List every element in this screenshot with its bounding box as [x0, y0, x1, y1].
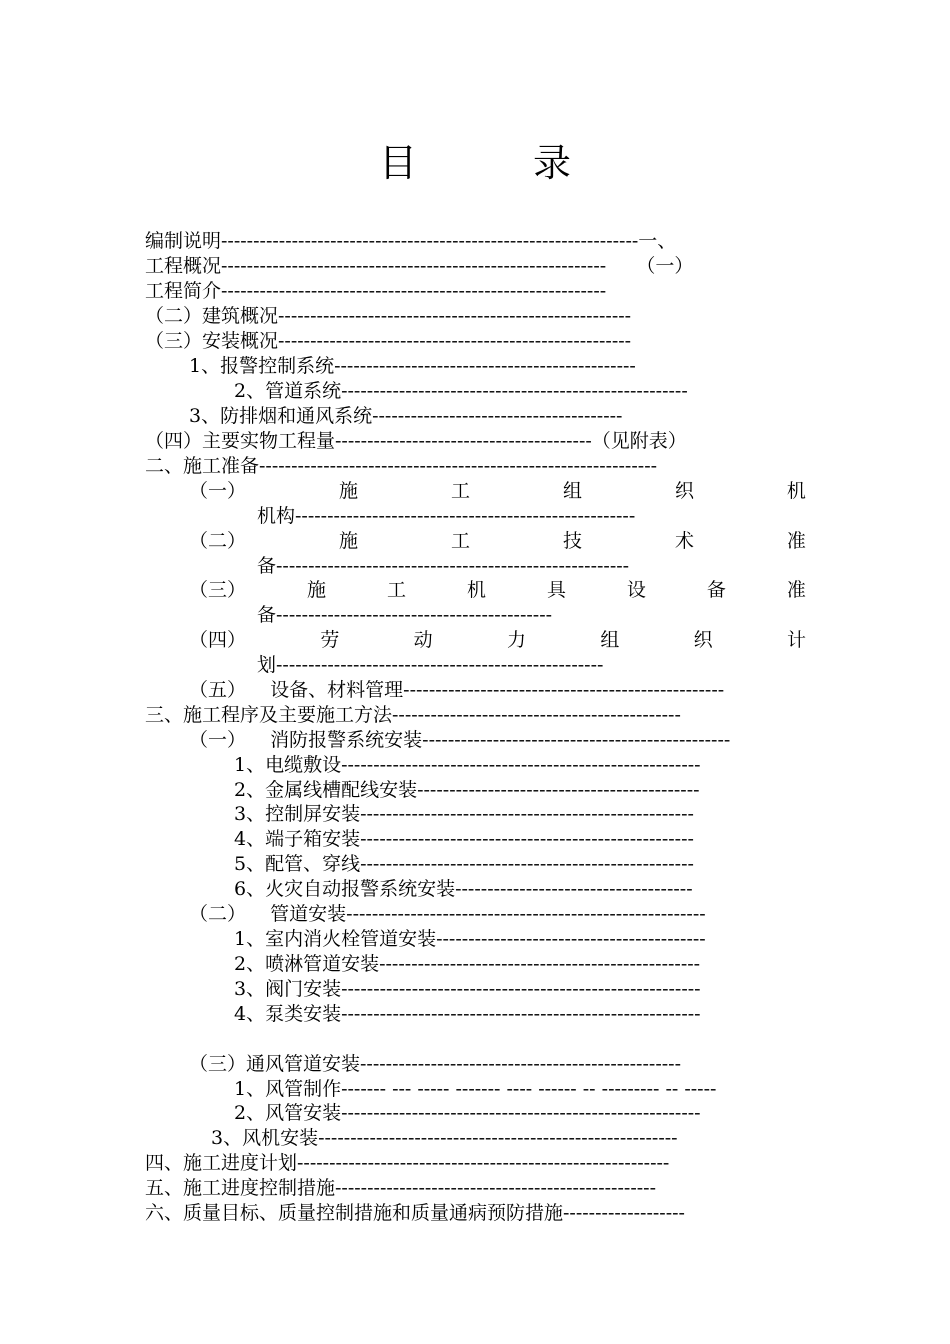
- toc-char: 织: [693, 629, 713, 651]
- toc-char: 施: [306, 579, 326, 601]
- toc-line: 备-------------------------------------------------------: [257, 555, 630, 577]
- toc-line: （五） 设备、材料管理--------------------------------------------------: [189, 679, 725, 701]
- toc-line-spread: [189, 479, 806, 503]
- toc-line: （二） 管道安装--------------------------------------------------------: [189, 903, 706, 925]
- toc-char: 准: [786, 579, 806, 601]
- toc-line: 4、端子箱安装----------------------------------------------------: [234, 828, 694, 850]
- toc-char: 机: [466, 579, 486, 601]
- toc-line: 六、质量目标、质量控制措施和质量通病预防措施-------------------: [145, 1202, 685, 1224]
- toc-char: 设: [626, 579, 646, 601]
- toc-line-spread: [189, 628, 806, 652]
- toc-line: 1、风管制作------- --- ----- ------- ---- ------ -- --------- -- -----: [234, 1078, 717, 1100]
- toc-line: （三）安装概况-------------------------------------------------------: [145, 330, 632, 352]
- toc-char: 准: [786, 530, 806, 552]
- toc-line: 2、管道系统------------------------------------------------------: [234, 380, 688, 402]
- toc-char: 劳: [320, 629, 340, 651]
- toc-char: 具: [546, 579, 566, 601]
- toc-char: （一）: [189, 480, 247, 502]
- toc-line: 4、泵类安装--------------------------------------------------------: [234, 1003, 701, 1025]
- toc-line: 3、控制屏安装----------------------------------------------------: [234, 803, 694, 825]
- toc-char: 组: [562, 480, 582, 502]
- toc-char: 力: [506, 629, 526, 651]
- toc-line: 3、风机安装--------------------------------------------------------: [211, 1127, 678, 1149]
- toc-line: 工程概况------------------------------------------------------------ （一）: [145, 255, 694, 277]
- toc-char: 织: [674, 480, 694, 502]
- toc-line: 三、施工程序及主要施工方法---------------------------------------------: [145, 704, 681, 726]
- toc-char: 工: [450, 480, 470, 502]
- toc-char: 施: [338, 480, 358, 502]
- toc-char: 机: [786, 480, 806, 502]
- toc-line: 机构-----------------------------------------------------: [257, 505, 636, 527]
- toc-line: （一） 消防报警系统安装------------------------------------------------: [189, 729, 731, 751]
- toc-line: 5、配管、穿线----------------------------------------------------: [234, 853, 694, 875]
- toc-line: 6、火灾自动报警系统安装-------------------------------------: [234, 878, 693, 900]
- toc-char: 计: [786, 629, 806, 651]
- toc-line: 工程简介------------------------------------------------------------: [145, 280, 607, 302]
- toc-line: 编制说明-----------------------------------------------------------------一、: [145, 230, 677, 252]
- toc-line: （四）主要实物工程量----------------------------------------（见附表）: [145, 430, 687, 452]
- toc-line: 五、施工进度控制措施--------------------------------------------------: [145, 1177, 656, 1199]
- toc-line: 1、电缆敷设--------------------------------------------------------: [234, 754, 701, 776]
- page-title: 目 录: [378, 141, 624, 185]
- toc-char: 施: [338, 530, 358, 552]
- toc-line: （二）建筑概况-------------------------------------------------------: [145, 305, 632, 327]
- toc-char: （四）: [189, 629, 247, 651]
- toc-line: 3、阀门安装--------------------------------------------------------: [234, 978, 701, 1000]
- toc-line: （三）通风管道安装--------------------------------------------------: [189, 1053, 681, 1075]
- toc-char: 备: [706, 579, 726, 601]
- toc-char: 组: [600, 629, 620, 651]
- toc-line: 备-------------------------------------------: [257, 604, 553, 626]
- toc-line: 四、施工进度计划----------------------------------------------------------: [145, 1152, 670, 1174]
- toc-char: 动: [413, 629, 433, 651]
- toc-char: 术: [674, 530, 694, 552]
- toc-line: 划---------------------------------------------------: [257, 654, 604, 676]
- toc-line: 3、防排烟和通风系统---------------------------------------: [189, 405, 623, 427]
- toc-char: 工: [450, 530, 470, 552]
- toc-line-spread: [189, 529, 806, 553]
- toc-char: （三）: [189, 579, 247, 601]
- toc-line: 2、金属线槽配线安装--------------------------------------------: [234, 779, 700, 801]
- toc-line-spread: [189, 578, 806, 602]
- toc-line: 2、风管安装--------------------------------------------------------: [234, 1102, 701, 1124]
- toc-line: 2、喷淋管道安装--------------------------------------------------: [234, 953, 701, 975]
- toc-line: 1、报警控制系统-----------------------------------------------: [189, 355, 636, 377]
- toc-line: 二、施工准备--------------------------------------------------------------: [145, 455, 658, 477]
- toc-char: （二）: [189, 530, 247, 552]
- toc-char: 技: [562, 530, 582, 552]
- toc-line: 1、室内消火栓管道安装------------------------------------------: [234, 928, 706, 950]
- toc-char: 工: [386, 579, 406, 601]
